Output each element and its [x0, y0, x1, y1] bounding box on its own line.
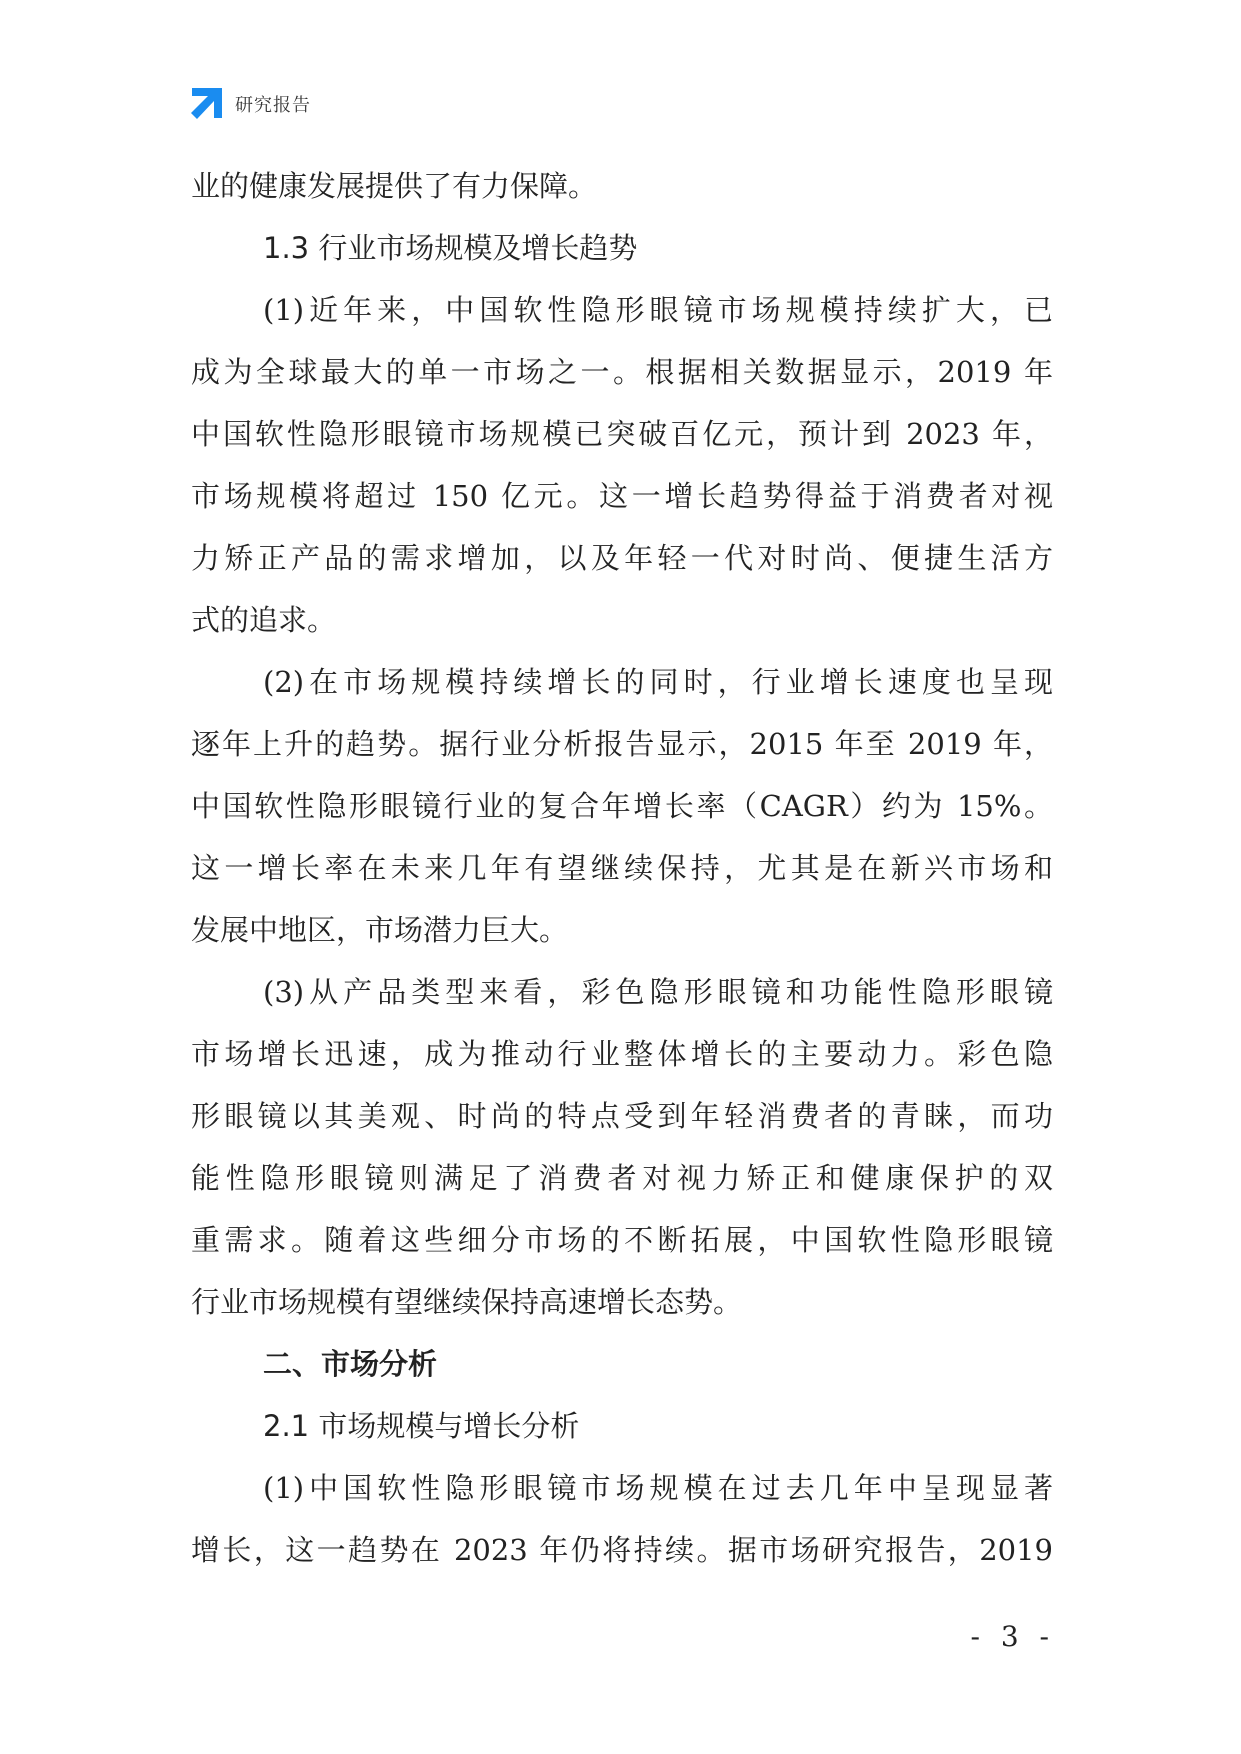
- header-title: 研究报告: [235, 95, 311, 116]
- text-line: (1)近年来，中国软性隐形眼镜市场规模持续扩大，已: [263, 293, 1053, 327]
- page-number: - 3 -: [970, 1620, 1055, 1653]
- text-line: 发展中地区，市场潜力巨大。: [191, 913, 569, 947]
- text-line: 这一增长率在未来几年有望继续保持，尤其是在新兴市场和: [191, 851, 1053, 885]
- text-line: (2)在市场规模持续增长的同时，行业增长速度也呈现: [263, 665, 1053, 699]
- text-line: 力矫正产品的需求增加，以及年轻一代对时尚、便捷生活方: [191, 541, 1053, 575]
- text-line: (1)中国软性隐形眼镜市场规模在过去几年中呈现显著: [263, 1471, 1053, 1505]
- text-line: 中国软性隐形眼镜市场规模已突破百亿元，预计到 2023 年，: [191, 417, 1053, 451]
- text-line: 能性隐形眼镜则满足了消费者对视力矫正和健康保护的双: [191, 1161, 1053, 1195]
- text-line: (3)从产品类型来看，彩色隐形眼镜和功能性隐形眼镜: [263, 975, 1053, 1009]
- text-line: 成为全球最大的单一市场之一。根据相关数据显示，2019 年: [191, 355, 1053, 389]
- text-line: 市场规模将超过 150 亿元。这一增长趋势得益于消费者对视: [191, 479, 1053, 513]
- subsection-heading: 2.1 市场规模与增长分析: [263, 1409, 580, 1443]
- text-line: 增长，这一趋势在 2023 年仍将持续。据市场研究报告，2019: [191, 1533, 1053, 1567]
- text-line: 逐年上升的趋势。据行业分析报告显示，2015 年至 2019 年，: [191, 727, 1053, 761]
- text-line: 业的健康发展提供了有力保障。: [191, 169, 598, 203]
- text-line: 重需求。随着这些细分市场的不断拓展，中国软性隐形眼镜: [191, 1223, 1053, 1257]
- document-header: [190, 88, 311, 120]
- text-line: 式的追求。: [191, 603, 337, 637]
- text-line: 市场增长迅速，成为推动行业整体增长的主要动力。彩色隐: [191, 1037, 1053, 1071]
- text-line: 行业市场规模有望继续保持高速增长态势。: [191, 1285, 743, 1319]
- section-heading: 二、市场分析: [263, 1347, 438, 1381]
- document-body: [191, 155, 1053, 1581]
- text-line: 形眼镜以其美观、时尚的特点受到年轻消费者的青睐，而功: [191, 1099, 1053, 1133]
- text-line: 中国软性隐形眼镜行业的复合年增长率（CAGR）约为 15%。: [191, 789, 1053, 823]
- arrow-up-right-icon: [190, 88, 222, 120]
- subsection-heading: 1.3 行业市场规模及增长趋势: [263, 231, 638, 265]
